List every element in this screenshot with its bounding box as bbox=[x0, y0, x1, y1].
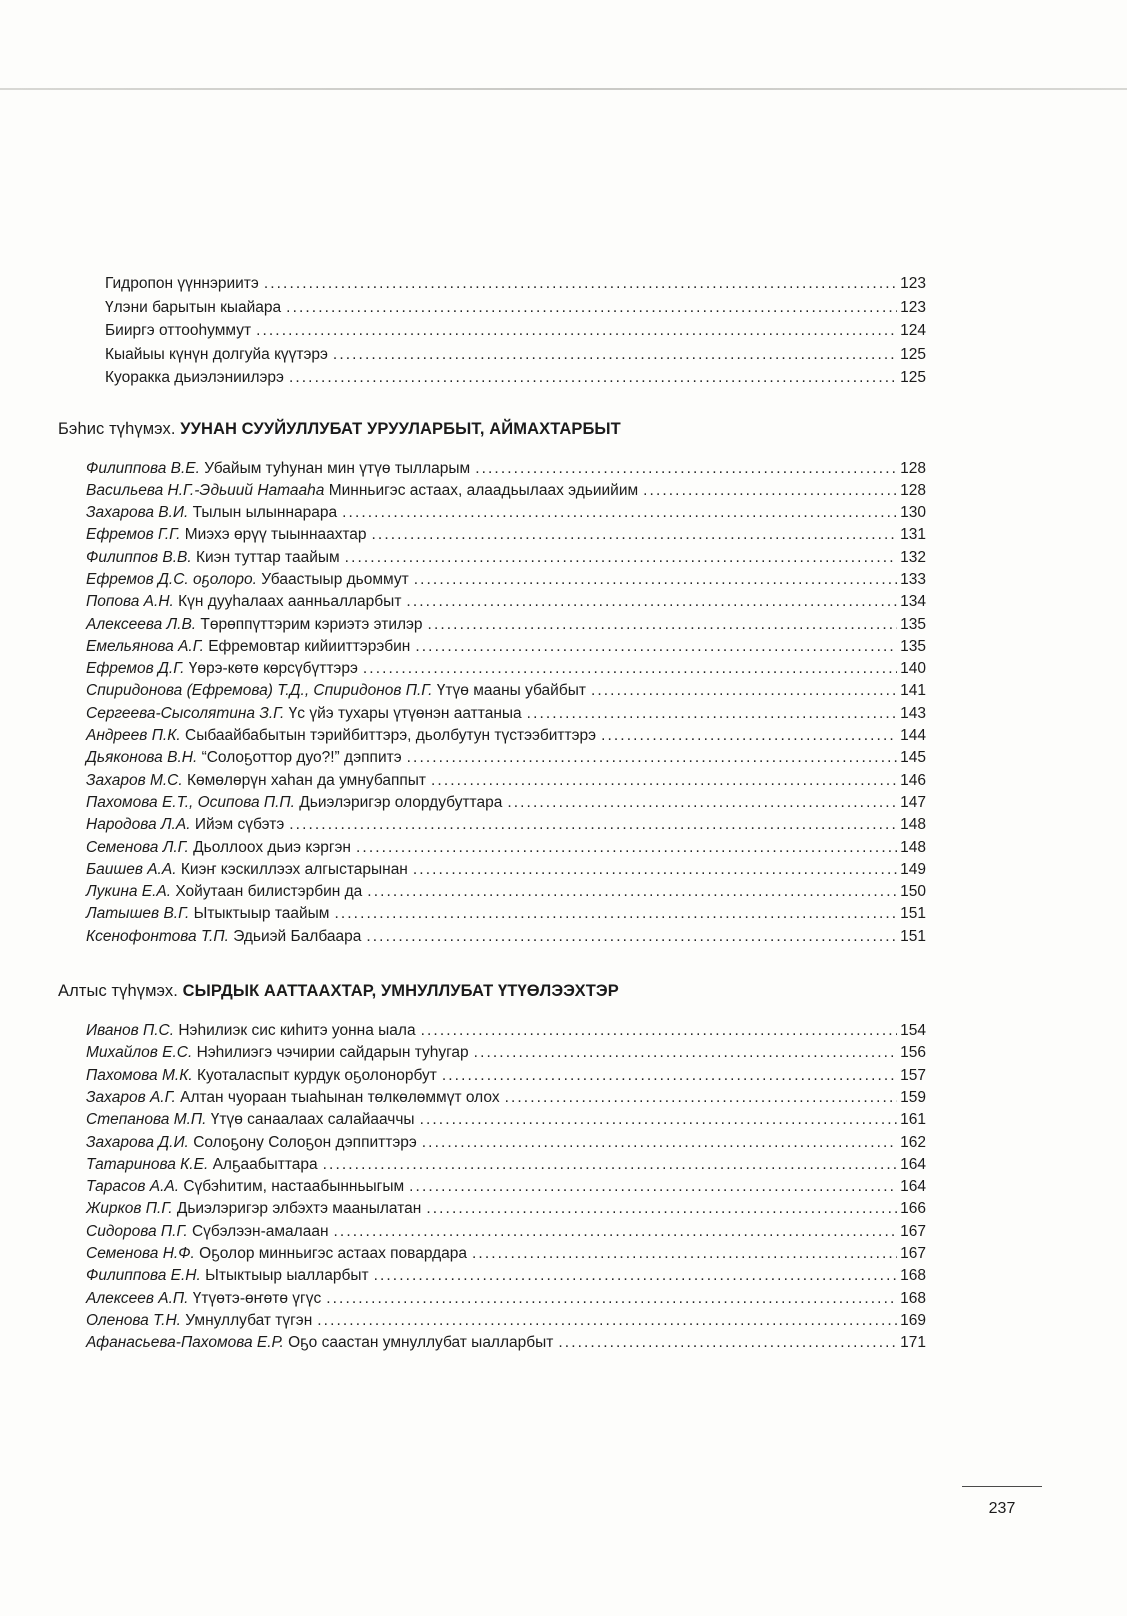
entry-page-number: 133 bbox=[900, 570, 926, 588]
dot-leader bbox=[472, 1243, 897, 1265]
entry-title: Киэн туттар таайым bbox=[195, 548, 340, 566]
entry-text bbox=[86, 1154, 318, 1176]
entry-text bbox=[86, 703, 522, 725]
toc-entry bbox=[105, 343, 926, 367]
toc-entry bbox=[86, 502, 926, 524]
entry-page-number: 128 bbox=[900, 481, 926, 499]
dot-leader bbox=[643, 480, 897, 502]
entry-author: Латышев В.Г. bbox=[86, 905, 190, 923]
entry-page-number: 164 bbox=[900, 1155, 926, 1173]
entry-title: Солоҕону Солоҕон дэппиттэрэ bbox=[193, 1133, 417, 1151]
entry-author: Лукина Е.А. bbox=[86, 883, 172, 901]
toc-entry bbox=[86, 1042, 926, 1064]
entry-text bbox=[86, 725, 596, 747]
entry-text bbox=[86, 502, 337, 524]
dot-leader bbox=[527, 703, 897, 725]
entry-page-number: 125 bbox=[900, 369, 926, 386]
entry-page-number: 148 bbox=[900, 838, 926, 856]
entry-title: Бииргэ оттооһуммут bbox=[105, 322, 252, 339]
entry-page-number: 145 bbox=[900, 749, 926, 767]
dot-leader bbox=[422, 1132, 897, 1154]
entry-text bbox=[86, 658, 358, 680]
entry-text bbox=[86, 1243, 467, 1265]
entry-page-number: 123 bbox=[900, 275, 926, 292]
entry-author: Баишев А.А. bbox=[86, 860, 177, 878]
toc-entry bbox=[86, 859, 926, 881]
entry-title: Хойутаан билистэрбин да bbox=[175, 883, 363, 901]
dot-leader bbox=[558, 1332, 897, 1354]
entry-page-number: 171 bbox=[900, 1334, 926, 1352]
toc-entry bbox=[86, 591, 926, 613]
entry-page-number: 166 bbox=[900, 1200, 926, 1218]
entry-author: Сергеева-Сысолятина З.Г. bbox=[86, 704, 285, 722]
toc-entry bbox=[105, 319, 926, 343]
entry-author: Татаринова К.Е. bbox=[86, 1155, 209, 1173]
dot-leader bbox=[342, 502, 897, 524]
entry-text bbox=[86, 747, 402, 769]
entry-title: Үтүөтэ-өҥөтө үгүс bbox=[192, 1289, 322, 1307]
toc-entry bbox=[86, 480, 926, 502]
toc-entry bbox=[86, 1132, 926, 1154]
toc-entry bbox=[86, 1065, 926, 1087]
toc-entry bbox=[86, 1198, 926, 1220]
header-rule bbox=[0, 88, 1127, 90]
entry-text bbox=[86, 1310, 312, 1332]
entry-page-number: 124 bbox=[900, 322, 926, 339]
entry-author: Семенова Н.Ф. bbox=[86, 1245, 195, 1262]
page-number: 237 bbox=[988, 1500, 1016, 1517]
section-heading bbox=[58, 418, 926, 440]
entry-title: Нэһилиэгэ чэчирии сайдарын туһугар bbox=[196, 1044, 469, 1062]
toc-entry bbox=[86, 658, 926, 680]
dot-leader bbox=[334, 903, 897, 925]
toc-entry bbox=[86, 524, 926, 546]
entry-author: Алексеева Л.В. bbox=[86, 615, 197, 633]
entry-title: Үлэни барытын кыайара bbox=[105, 298, 282, 316]
entry-title: Дьоллоох дьиэ кэргэн bbox=[193, 838, 351, 856]
dot-leader bbox=[366, 926, 897, 948]
dot-leader bbox=[442, 1065, 897, 1087]
dot-leader bbox=[345, 547, 897, 569]
toc-entry bbox=[86, 1310, 926, 1332]
dot-leader bbox=[333, 343, 897, 367]
entry-title: Үтүө санаалаах салайааччы bbox=[210, 1111, 415, 1129]
entry-text bbox=[86, 1087, 500, 1109]
entry-author: Дьяконова В.Н. bbox=[86, 749, 198, 767]
entry-text bbox=[86, 837, 351, 859]
entry-page-number: 123 bbox=[900, 298, 926, 316]
entry-title: Убайым туһунан мин үтүө тылларым bbox=[204, 459, 471, 477]
entry-author: Филиппова Е.Н. bbox=[86, 1267, 201, 1285]
entry-title: Үс үйэ тухары үтүөнэн ааттаныа bbox=[288, 704, 522, 722]
entry-title: Куоракка дьиэлэниилэрэ bbox=[105, 369, 284, 386]
entry-title: Сүбэһитим, настаабынньыгым bbox=[183, 1178, 405, 1196]
entry-page-number: 148 bbox=[900, 816, 926, 834]
page-footer bbox=[962, 1486, 1042, 1518]
entry-title: Умнуллубат түгэн bbox=[185, 1311, 313, 1329]
entry-page-number: 151 bbox=[900, 905, 926, 923]
dot-leader bbox=[409, 1176, 897, 1198]
entry-text bbox=[86, 814, 284, 836]
dot-leader bbox=[256, 319, 897, 343]
toc-entry bbox=[86, 636, 926, 658]
entry-author: Тарасов А.А. bbox=[86, 1178, 180, 1196]
section-label: Алтыс түһүмэх. bbox=[58, 982, 178, 1001]
dot-leader bbox=[374, 1265, 898, 1287]
entry-text bbox=[86, 569, 409, 591]
entry-page-number: 156 bbox=[900, 1044, 926, 1062]
entry-page-number: 157 bbox=[900, 1066, 926, 1084]
dot-leader bbox=[420, 1109, 898, 1131]
entry-author: Народова Л.А. bbox=[86, 816, 191, 834]
toc-entry bbox=[86, 569, 926, 591]
entry-page-number: 159 bbox=[900, 1088, 926, 1106]
dot-leader bbox=[475, 458, 897, 480]
entry-page-number: 134 bbox=[900, 593, 926, 611]
dot-leader bbox=[326, 1288, 897, 1310]
entry-text bbox=[86, 1042, 469, 1064]
dot-leader bbox=[372, 524, 898, 546]
dot-leader bbox=[421, 1020, 898, 1042]
entry-text bbox=[86, 792, 502, 814]
section-title: СЫРДЫК ААТТААХТАР, УМНУЛЛУБАТ ҮТҮӨЛЭЭХТЭР bbox=[182, 982, 619, 1001]
entry-title: Сүбэлээн-амалаан bbox=[191, 1222, 329, 1240]
dot-leader bbox=[289, 366, 897, 390]
entry-title: Ефремовтар кийииттэрэбин bbox=[208, 637, 411, 655]
toc-entry bbox=[86, 547, 926, 569]
entry-title: Оҕо саастан умнуллубат ыалларбыт bbox=[288, 1334, 554, 1352]
entry-text bbox=[86, 1132, 417, 1154]
entry-page-number: 125 bbox=[900, 345, 926, 363]
entry-title: Куоталаспыт курдук оҕолонорбут bbox=[196, 1066, 437, 1084]
dot-leader bbox=[286, 296, 897, 320]
entry-page-number: 151 bbox=[900, 927, 926, 945]
toc-entry bbox=[86, 1020, 926, 1042]
entry-title: Дьиэлэригэр олордубуттара bbox=[299, 793, 503, 811]
entry-author: Пахомова М.К. bbox=[86, 1066, 193, 1084]
toc-entry bbox=[86, 1087, 926, 1109]
toc-entry bbox=[86, 1243, 926, 1265]
entry-author: Пахомова Е.Т., Осипова П.П. bbox=[86, 793, 295, 811]
entry-page-number: 169 bbox=[900, 1311, 926, 1329]
entry-text bbox=[86, 547, 340, 569]
entry-page-number: 164 bbox=[900, 1178, 926, 1196]
toc-entry bbox=[86, 614, 926, 636]
entry-title: Дьиэлэригэр элбэхтэ маанылатан bbox=[176, 1200, 422, 1218]
entry-author: Попова А.Н. bbox=[86, 593, 174, 611]
dot-leader bbox=[413, 859, 897, 881]
entry-title: Эдьиэй Балбаара bbox=[233, 927, 362, 945]
toc-entry bbox=[86, 926, 926, 948]
entry-author: Спиридонова (Ефремова) Т.Д., Спиридонов П.Г. bbox=[86, 682, 433, 700]
entry-author: Михайлов Е.С. bbox=[86, 1044, 193, 1062]
entry-author: Захаров М.С. bbox=[86, 771, 183, 789]
entry-author: Оленова Т.Н. bbox=[86, 1311, 181, 1329]
entry-text bbox=[86, 926, 361, 948]
dot-leader bbox=[407, 747, 898, 769]
toc-continuation-list bbox=[105, 272, 926, 390]
entry-text bbox=[86, 680, 586, 702]
entry-text bbox=[86, 1065, 437, 1087]
toc-entry bbox=[86, 1288, 926, 1310]
entry-text bbox=[86, 636, 410, 658]
dot-leader bbox=[505, 1087, 898, 1109]
toc-entry bbox=[86, 747, 926, 769]
entry-page-number: 128 bbox=[900, 459, 926, 477]
entry-title: Оҕолор минньигэс астаах повардара bbox=[199, 1245, 468, 1262]
entry-title: Гидропон үүннэриитэ bbox=[105, 275, 259, 292]
entry-page-number: 147 bbox=[900, 793, 926, 811]
entry-text bbox=[86, 1109, 415, 1131]
entry-title: Киэҥ кэскиллээх алгыстарынан bbox=[180, 860, 408, 878]
entry-page-number: 167 bbox=[900, 1222, 926, 1240]
entry-title: Минньигэс астаах, алаадьылаах эдьиийим bbox=[328, 481, 639, 499]
entry-title: Ийэм сүбэтэ bbox=[194, 816, 285, 834]
entry-author: Иванов П.С. bbox=[86, 1022, 175, 1040]
entry-author: Захарова Д.И. bbox=[86, 1133, 189, 1151]
entry-author: Ефремов Г.Г. bbox=[86, 526, 181, 544]
entry-title: Үөрэ-көтө көрсүбүттэрэ bbox=[188, 660, 358, 678]
entry-page-number: 146 bbox=[900, 771, 926, 789]
toc-entry bbox=[86, 703, 926, 725]
entry-text bbox=[86, 1288, 321, 1310]
toc-entry bbox=[105, 272, 926, 296]
entry-title: Кыайыы күнүн долгуйа күүтэрэ bbox=[105, 345, 328, 363]
toc-entry bbox=[86, 1221, 926, 1243]
entry-title: Төрөппүттэрим кэриэтэ этилэр bbox=[200, 615, 423, 633]
entry-author: Васильева Н.Г.-Эдьиий Натааһа bbox=[86, 481, 325, 499]
entry-author: Захарова В.И. bbox=[86, 504, 189, 522]
entry-author: Степанова М.П. bbox=[86, 1111, 207, 1129]
entry-page-number: 130 bbox=[900, 504, 926, 522]
dot-leader bbox=[591, 680, 897, 702]
toc-entry bbox=[86, 1154, 926, 1176]
dot-leader bbox=[431, 770, 897, 792]
entry-page-number: 143 bbox=[900, 704, 926, 722]
entry-text bbox=[86, 1332, 553, 1354]
dot-leader bbox=[428, 614, 898, 636]
entry-title: Миэхэ өрүү тыыннаахтар bbox=[184, 526, 367, 544]
dot-leader bbox=[601, 725, 897, 747]
entry-title: Ытыктыыр таайым bbox=[193, 905, 330, 923]
entry-text bbox=[86, 614, 423, 636]
entry-author: Афанасьева-Пахомова Е.Р. bbox=[86, 1334, 284, 1352]
entry-page-number: 144 bbox=[900, 727, 926, 745]
entry-title: Күн дууһалаах аанньалларбыт bbox=[178, 593, 402, 611]
entry-title: Ытыктыыр ыалларбыт bbox=[205, 1267, 369, 1285]
toc-entry bbox=[86, 1109, 926, 1131]
entry-page-number: 150 bbox=[900, 883, 926, 901]
dot-leader bbox=[356, 837, 897, 859]
entry-text bbox=[86, 1176, 404, 1198]
entry-title: “Солоҕоттор дуо?!” дэппитэ bbox=[201, 749, 402, 767]
entry-text bbox=[86, 1020, 416, 1042]
toc-entry bbox=[86, 458, 926, 480]
entry-page-number: 168 bbox=[900, 1267, 926, 1285]
entry-page-number: 135 bbox=[900, 637, 926, 655]
entry-author: Жирков П.Г. bbox=[86, 1200, 173, 1218]
dot-leader bbox=[426, 1198, 897, 1220]
entry-text bbox=[86, 770, 426, 792]
dot-leader bbox=[317, 1310, 897, 1332]
toc-entry bbox=[86, 881, 926, 903]
dot-leader bbox=[289, 814, 897, 836]
entry-page-number: 168 bbox=[900, 1289, 926, 1307]
dot-leader bbox=[406, 591, 897, 613]
dot-leader bbox=[264, 272, 897, 296]
section-title: УУНАН СУУЙУЛЛУБАТ УРУУЛАРБЫТ, АЙМАХТАРБЫТ bbox=[180, 419, 621, 438]
toc-entry bbox=[86, 680, 926, 702]
toc-entry bbox=[86, 1332, 926, 1354]
entry-title: Тылын ылыннарара bbox=[192, 504, 338, 522]
dot-leader bbox=[367, 881, 897, 903]
entry-page-number: 154 bbox=[900, 1022, 926, 1040]
entry-author: Емельянова А.Г. bbox=[86, 637, 204, 655]
toc-entry bbox=[105, 296, 926, 320]
entry-title: Нэһилиэк сис киһитэ уонна ыала bbox=[178, 1022, 416, 1040]
entry-title: Көмөлөрүн хаһан да умнубаппыт bbox=[187, 771, 426, 789]
entry-text bbox=[86, 1265, 369, 1287]
entry-text bbox=[86, 903, 329, 925]
entry-text bbox=[86, 480, 638, 502]
dot-leader bbox=[323, 1154, 898, 1176]
dot-leader bbox=[474, 1042, 897, 1064]
entry-page-number: 162 bbox=[900, 1133, 926, 1151]
section-heading bbox=[58, 980, 926, 1002]
entry-page-number: 135 bbox=[900, 615, 926, 633]
section-label: Бэһис түһүмэх. bbox=[58, 419, 176, 438]
entry-author: Ефремов Д.Г. bbox=[86, 660, 185, 678]
toc-entry bbox=[86, 725, 926, 747]
entry-page-number: 149 bbox=[900, 860, 926, 878]
entry-author: Семенова Л.Г. bbox=[86, 838, 189, 856]
entry-text bbox=[86, 591, 401, 613]
entry-title: Убаастыыр дьоммут bbox=[261, 570, 409, 588]
entry-text bbox=[86, 859, 408, 881]
toc-entry bbox=[86, 770, 926, 792]
toc-entry bbox=[86, 1265, 926, 1287]
entry-page-number: 141 bbox=[900, 682, 926, 700]
entry-author: Филиппова В.Е. bbox=[86, 459, 200, 477]
toc-entry bbox=[105, 366, 926, 390]
table-of-contents bbox=[58, 272, 926, 1354]
entry-page-number: 140 bbox=[900, 660, 926, 678]
dot-leader bbox=[414, 569, 897, 591]
entry-title: Алҕаабыттара bbox=[212, 1155, 318, 1173]
entry-author: Ксенофонтова Т.П. bbox=[86, 927, 229, 945]
entry-author: Филиппов В.В. bbox=[86, 548, 192, 566]
entry-text bbox=[86, 524, 367, 546]
entry-text bbox=[86, 458, 470, 480]
toc-entry bbox=[86, 903, 926, 925]
entry-page-number: 131 bbox=[900, 526, 926, 544]
entry-text bbox=[86, 881, 362, 903]
entry-title: Үтүө мааны убайбыт bbox=[436, 682, 586, 700]
entry-author: Сидорова П.Г. bbox=[86, 1222, 188, 1240]
toc-entry bbox=[86, 1176, 926, 1198]
entry-author: Ефремов Д.С. оҕолоро. bbox=[86, 570, 257, 588]
entry-author: Андреев П.К. bbox=[86, 727, 181, 745]
entry-page-number: 132 bbox=[900, 548, 926, 566]
entry-title: Алтан чуораан тыаһынан төлкөлөммүт олох bbox=[180, 1088, 500, 1106]
dot-leader bbox=[363, 658, 897, 680]
entry-page-number: 167 bbox=[900, 1245, 926, 1262]
dot-leader bbox=[334, 1221, 898, 1243]
toc-entry bbox=[86, 814, 926, 836]
dot-leader bbox=[415, 636, 897, 658]
toc-entry bbox=[86, 792, 926, 814]
toc-entry bbox=[86, 837, 926, 859]
entry-title: Сыбаайбабытын тэрийбиттэрэ, дьолбутун түстээбиттэрэ bbox=[185, 727, 597, 745]
toc-section-list bbox=[86, 1020, 926, 1354]
entry-page-number: 161 bbox=[900, 1111, 926, 1129]
dot-leader bbox=[507, 792, 897, 814]
toc-section-list bbox=[86, 458, 926, 949]
entry-author: Захаров А.Г. bbox=[86, 1088, 176, 1106]
entry-text bbox=[86, 1221, 329, 1243]
entry-author: Алексеев А.П. bbox=[86, 1289, 189, 1307]
entry-text bbox=[86, 1198, 421, 1220]
